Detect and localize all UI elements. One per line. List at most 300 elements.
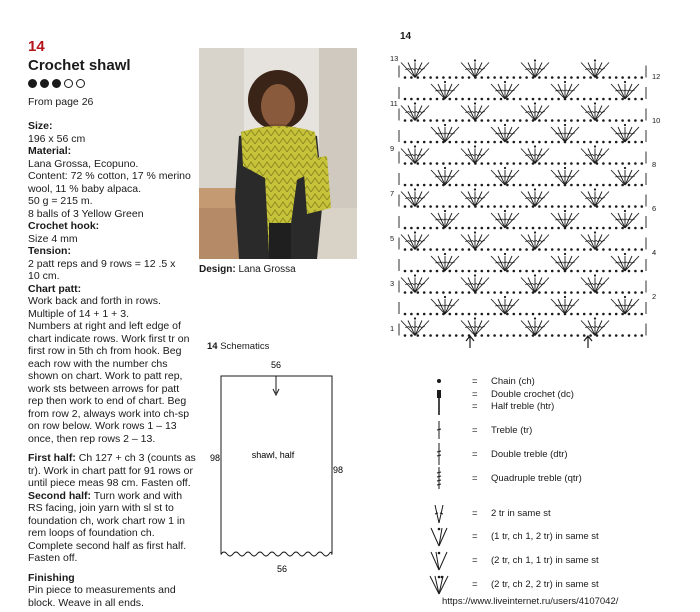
treble-crossbar	[563, 176, 567, 177]
treble-stitch	[408, 321, 415, 336]
chain-dot	[474, 59, 476, 61]
chain-dot	[455, 119, 458, 122]
schematic-right-height: 98	[332, 465, 344, 475]
treble-crossbar	[405, 198, 409, 199]
treble-stitch	[558, 127, 565, 142]
legend-stroke	[439, 552, 447, 570]
treble-stitch	[468, 63, 475, 78]
treble-crossbar	[511, 133, 515, 134]
chain-dot	[532, 248, 535, 251]
treble-stitch	[625, 127, 639, 142]
chart-row-number: 12	[652, 72, 661, 81]
chain-dot	[621, 98, 624, 101]
chain-dot	[417, 248, 420, 251]
chain-dot	[634, 205, 637, 208]
chain-dot	[417, 184, 420, 187]
treble-stitch	[475, 106, 489, 121]
treble-crossbar	[597, 241, 601, 242]
chain-dot	[449, 270, 452, 273]
treble-crossbar	[439, 305, 443, 306]
treble-crossbar	[619, 262, 623, 263]
chain-dot	[538, 334, 541, 337]
treble-crossbar	[409, 112, 413, 113]
treble-stitch	[401, 278, 415, 293]
chain-dot	[504, 124, 506, 126]
treble-crossbar	[597, 327, 601, 328]
chain-dot	[570, 270, 573, 273]
stitch-fan	[521, 317, 549, 335]
first-half-label: First half:	[28, 452, 76, 464]
treble-stitch	[588, 192, 595, 207]
schematic-diagram	[200, 355, 360, 577]
treble-stitch	[611, 299, 625, 314]
treble-crossbar	[507, 176, 511, 177]
stitch-fan	[521, 145, 549, 163]
treble-stitch	[445, 127, 452, 142]
treble-stitch	[475, 149, 489, 164]
chain-dot	[628, 291, 631, 294]
chain-dot	[557, 205, 560, 208]
from-page: From page 26	[28, 96, 94, 108]
chain-dot	[429, 334, 432, 337]
treble-stitch	[611, 256, 625, 271]
treble-stitch	[505, 213, 512, 228]
chain-dot	[589, 98, 592, 101]
chain-dot	[551, 184, 554, 187]
treble-crossbar	[623, 133, 627, 134]
material-value: Lana Grossa, Ecopuno. Content: 72 % cotton, 17 % merino wool, 11 % baby alpaca. 50 g = 215 m. 8 balls of 3 Yellow Green	[28, 157, 191, 220]
chain-dot	[615, 141, 618, 144]
stitch-fan	[611, 296, 639, 314]
treble-crossbar	[507, 305, 511, 306]
chain-dot	[493, 248, 496, 251]
treble-crossbar	[495, 305, 499, 306]
treble-stitch	[461, 192, 475, 207]
legend-stroke	[435, 576, 439, 594]
treble-stitch	[535, 149, 549, 164]
treble-stitch	[535, 235, 542, 250]
legend-text: Double crochet (dc)	[491, 388, 574, 400]
chain-dot	[557, 162, 560, 165]
chain-dot	[455, 98, 458, 101]
chain-dot	[449, 334, 452, 337]
chain-dot	[474, 102, 476, 104]
chain-dot	[628, 141, 631, 144]
chain-dot	[461, 291, 464, 294]
treble-crossbar	[559, 262, 563, 263]
stitch-fan	[521, 188, 549, 206]
treble-crossbar	[413, 155, 417, 156]
chain-dot	[449, 119, 452, 122]
treble-crossbar	[447, 90, 451, 91]
chain-dot	[628, 313, 631, 316]
chain-dot	[525, 205, 528, 208]
treble-stitch	[461, 63, 475, 78]
treble-crossbar	[559, 90, 563, 91]
treble-crossbar	[469, 327, 473, 328]
chart-row	[399, 296, 646, 315]
chain-dot	[414, 317, 416, 319]
treble-stitch	[505, 299, 519, 314]
treble-stitch	[498, 127, 505, 142]
chain-dot	[525, 270, 528, 273]
chain-dot	[493, 334, 496, 337]
chain-dot	[436, 313, 439, 316]
chain-dot	[500, 270, 503, 273]
chain-dot	[538, 98, 541, 101]
treble-crossbar	[597, 155, 601, 156]
stitch-fan	[581, 274, 609, 292]
treble-crossbar	[601, 241, 605, 242]
treble-crossbar	[409, 69, 413, 70]
stitch-fan	[461, 102, 489, 120]
treble-crossbar	[559, 305, 563, 306]
treble-stitch	[491, 127, 505, 142]
treble-stitch	[505, 256, 512, 271]
treble-stitch	[625, 299, 639, 314]
chain-dot	[577, 205, 580, 208]
treble-crossbar	[601, 327, 605, 328]
chain-dot	[506, 248, 509, 251]
chain-dot	[442, 162, 445, 165]
chain-dot	[551, 162, 554, 165]
treble-crossbar	[537, 112, 541, 113]
chain-dot	[551, 119, 554, 122]
chain-dot	[436, 334, 439, 337]
treble-stitch	[438, 299, 445, 314]
treble-crossbar	[435, 219, 439, 220]
chain-dot	[506, 76, 509, 79]
chain-dot	[417, 76, 420, 79]
chain-dot	[641, 270, 644, 273]
chain-dot	[455, 227, 458, 230]
treble-crossbar	[435, 305, 439, 306]
chain-dot	[481, 98, 484, 101]
chain-dot	[493, 313, 496, 316]
chain-dot	[602, 119, 605, 122]
chain-dot	[423, 291, 426, 294]
chain-dot	[500, 98, 503, 101]
chain-dot	[583, 141, 586, 144]
chain-dot	[628, 162, 631, 165]
chain-dot	[474, 313, 477, 316]
treble-stitch	[438, 213, 445, 228]
chain-dot	[538, 205, 541, 208]
chain-dot	[449, 141, 452, 144]
chain-dot	[624, 124, 626, 126]
treble-crossbar	[537, 241, 541, 242]
tension-label: Tension:	[28, 245, 71, 257]
chain-dot	[577, 270, 580, 273]
stitch-fan	[431, 167, 459, 185]
legend-stroke	[438, 576, 441, 579]
chain-dot	[504, 167, 506, 169]
watermark-url: https://www.liveinternet.ru/users/4107042/	[442, 596, 619, 607]
chain-dot	[410, 205, 413, 208]
treble-crossbar	[525, 69, 529, 70]
treble-stitch	[588, 106, 595, 121]
legend-text: Chain (ch)	[491, 375, 535, 387]
chain-dot	[589, 227, 592, 230]
chain-dot	[404, 184, 407, 187]
treble-stitch	[565, 170, 572, 185]
chain-dot	[609, 270, 612, 273]
chain-dot	[570, 248, 573, 251]
treble-stitch	[491, 299, 505, 314]
treble-stitch	[551, 256, 565, 271]
chain-dot	[404, 119, 407, 122]
stitch-fan	[551, 296, 579, 314]
treble-crossbar	[481, 69, 485, 70]
design-credit	[199, 264, 296, 275]
stitch-fan	[491, 167, 519, 185]
treble-stitch	[618, 256, 625, 271]
chain-dot	[519, 291, 522, 294]
stitch-fan	[491, 253, 519, 271]
chain-dot	[429, 76, 432, 79]
chain-dot	[493, 184, 496, 187]
chain-dot	[487, 184, 490, 187]
stitch-fan	[581, 188, 609, 206]
chain-dot	[506, 334, 509, 337]
treble-crossbar	[495, 219, 499, 220]
treble-crossbar	[585, 198, 589, 199]
treble-stitch	[468, 278, 475, 293]
treble-stitch	[445, 299, 452, 314]
treble-stitch	[558, 299, 565, 314]
chain-dot	[410, 270, 413, 273]
chain-dot	[583, 291, 586, 294]
treble-crossbar	[627, 305, 631, 306]
treble-stitch	[475, 63, 489, 78]
treble-crossbar	[469, 241, 473, 242]
chain-dot	[487, 270, 490, 273]
treble-crossbar	[585, 112, 589, 113]
chain-dot	[500, 184, 503, 187]
treble-stitch	[528, 63, 535, 78]
chart-row-number: 7	[390, 189, 395, 198]
chain-dot	[474, 274, 476, 276]
treble-crossbar	[589, 69, 593, 70]
chain-dot	[519, 205, 522, 208]
chain-dot	[513, 141, 516, 144]
chain-dot	[609, 291, 612, 294]
treble-stitch	[445, 213, 459, 228]
chain-dot	[444, 296, 446, 298]
chain-dot	[557, 141, 560, 144]
chain-dot	[545, 227, 548, 230]
treble-crossbar	[619, 219, 623, 220]
treble-stitch	[445, 84, 452, 99]
chain-dot	[487, 227, 490, 230]
chain-dot	[551, 248, 554, 251]
treble-stitch	[611, 170, 625, 185]
chain-dot	[442, 119, 445, 122]
chain-dot	[442, 270, 445, 273]
chain-dot	[410, 291, 413, 294]
treble-stitch	[521, 278, 535, 293]
legend-equals: =	[472, 554, 478, 566]
legend-text: Double treble (dtr)	[491, 448, 568, 460]
chain-dot	[506, 162, 509, 165]
treble-stitch	[498, 256, 505, 271]
stitch-fan	[521, 231, 549, 249]
chain-dot	[545, 162, 548, 165]
treble-crossbar	[541, 198, 545, 199]
chain-dot	[504, 81, 506, 83]
chain-dot	[506, 270, 509, 273]
2tr-ch2-2tr-icon	[420, 573, 460, 595]
chain-dot	[468, 270, 471, 273]
chain-dot	[410, 162, 413, 165]
chain-dot	[417, 141, 420, 144]
chain-dot	[444, 210, 446, 212]
treble-stitch	[535, 63, 542, 78]
treble-crossbar	[541, 112, 545, 113]
chain-dot	[410, 119, 413, 122]
chain-dot	[602, 184, 605, 187]
treble-crossbar	[465, 69, 469, 70]
treble-crossbar	[473, 155, 477, 156]
chain-dot	[500, 291, 503, 294]
chain-dot	[487, 291, 490, 294]
hook-label: Crochet hook:	[28, 220, 100, 232]
treble-stitch	[535, 321, 542, 336]
chain-dot	[564, 296, 566, 298]
chain-dot	[468, 205, 471, 208]
legend-stroke	[437, 455, 441, 456]
chart-row	[399, 274, 646, 293]
chain-dot	[609, 334, 612, 337]
treble-crossbar	[601, 155, 605, 156]
chain-dot	[589, 313, 592, 316]
treble-crossbar	[593, 69, 597, 70]
chain-dot	[423, 227, 426, 230]
chain-dot	[429, 205, 432, 208]
chain-dot	[538, 227, 541, 230]
treble-crossbar	[593, 327, 597, 328]
treble-crossbar	[421, 284, 425, 285]
chain-dot	[564, 184, 567, 187]
half-treble-icon	[420, 395, 460, 417]
treble-crossbar	[477, 112, 481, 113]
treble-stitch	[528, 149, 535, 164]
treble-crossbar	[421, 241, 425, 242]
treble-stitch	[521, 63, 535, 78]
chain-dot	[474, 270, 477, 273]
chain-dot	[557, 227, 560, 230]
treble-crossbar	[589, 284, 593, 285]
chain-dot	[538, 291, 541, 294]
treble-crossbar	[537, 69, 541, 70]
chain-dot	[634, 313, 637, 316]
treble-crossbar	[481, 327, 485, 328]
chain-dot	[577, 227, 580, 230]
legend-stroke	[438, 552, 441, 555]
chain-dot	[621, 162, 624, 165]
stitch-fan	[401, 231, 429, 249]
treble-stitch	[475, 192, 482, 207]
treble-crossbar	[529, 327, 533, 328]
treble-crossbar	[443, 262, 447, 263]
chain-dot	[564, 270, 567, 273]
chain-dot	[442, 248, 445, 251]
stitch-fan	[581, 317, 609, 335]
treble-stitch	[535, 192, 549, 207]
treble-stitch	[625, 299, 632, 314]
stitch-fan	[491, 296, 519, 314]
chain-dot	[404, 227, 407, 230]
treble-crossbar	[593, 241, 597, 242]
chain-dot	[564, 141, 567, 144]
chain-dot	[404, 205, 407, 208]
stitch-fan	[551, 81, 579, 99]
chain-dot	[564, 227, 567, 230]
treble-stitch	[438, 84, 445, 99]
chain-dot	[564, 205, 567, 208]
treble-crossbar	[615, 305, 619, 306]
treble-crossbar	[435, 133, 439, 134]
treble-stitch	[431, 256, 445, 271]
difficulty-rating	[28, 79, 85, 88]
treble-stitch	[595, 235, 609, 250]
chain-dot	[493, 141, 496, 144]
treble-stitch	[618, 299, 625, 314]
treble-crossbar	[443, 133, 447, 134]
treble-crossbar	[495, 176, 499, 177]
chart-row-number: 9	[390, 144, 395, 153]
chain-dot	[624, 81, 626, 83]
chain-dot	[589, 270, 592, 273]
chain-dot	[628, 119, 631, 122]
treble-crossbar	[559, 219, 563, 220]
treble-stitch	[588, 235, 595, 250]
chain-dot	[500, 76, 503, 79]
treble-stitch	[461, 149, 475, 164]
treble-crossbar	[443, 219, 447, 220]
chain-dot	[545, 141, 548, 144]
treble-stitch	[468, 321, 475, 336]
chain-dot	[596, 313, 599, 316]
stitch-fan	[581, 102, 609, 120]
treble-crossbar	[481, 284, 485, 285]
treble-crossbar	[507, 219, 511, 220]
chain-dot	[481, 184, 484, 187]
chain-dot	[589, 205, 592, 208]
chain-dot	[474, 76, 477, 79]
chain-dot	[455, 270, 458, 273]
chain-dot	[404, 334, 407, 337]
treble-crossbar	[417, 69, 421, 70]
treble-crossbar	[589, 198, 593, 199]
treble-stitch	[625, 170, 639, 185]
legend-equals: =	[472, 507, 478, 519]
chain-dot	[461, 205, 464, 208]
chain-dot	[429, 248, 432, 251]
chain-dot	[474, 141, 477, 144]
chain-dot	[602, 334, 605, 337]
chain-dot	[487, 98, 490, 101]
treble-stitch	[408, 149, 415, 164]
chain-dot	[468, 98, 471, 101]
chain-dot	[506, 184, 509, 187]
treble-stitch	[445, 170, 459, 185]
treble-stitch	[551, 170, 565, 185]
chain-dot	[564, 167, 566, 169]
chain-dot	[442, 227, 445, 230]
chain-dot	[570, 141, 573, 144]
chain-dot	[461, 76, 464, 79]
